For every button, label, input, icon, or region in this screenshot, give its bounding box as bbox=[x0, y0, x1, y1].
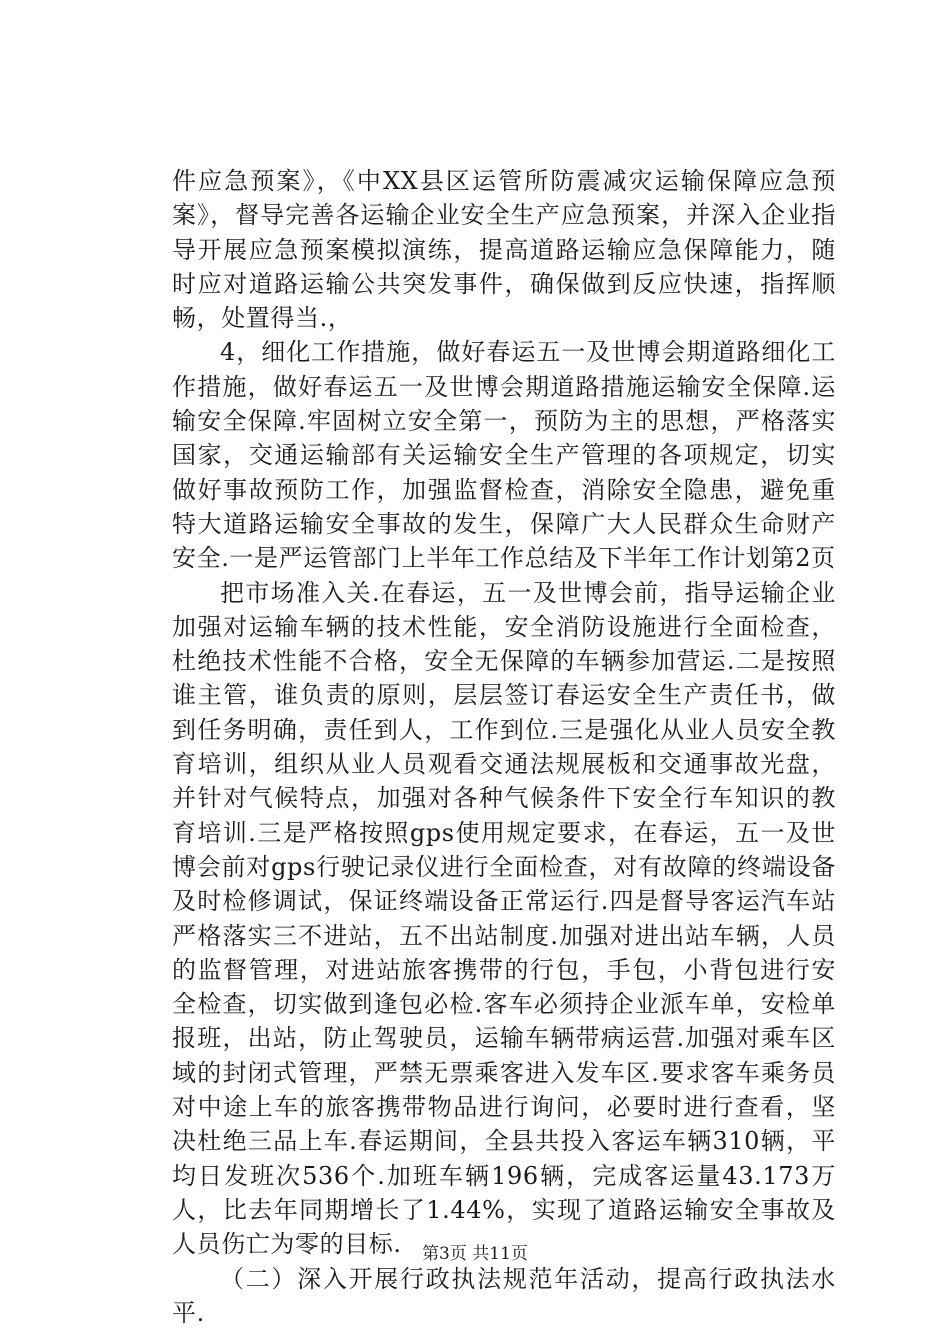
document-body bbox=[172, 164, 836, 1330]
paragraph-4: （二）深入开展行政执法规范年活动，提高行政执法水平. bbox=[172, 1264, 836, 1327]
paragraph-3: 把市场准入关.在春运，五一及世博会前，指导运输企业加强对运输车辆的技术性能，安全消防设施进行全面检查，杜绝技术性能不合格，安全无保障的车辆参加营运.二是按照谁主管，谁负责的原则，层层签订春运安全生产责任书，做到任务明确，责任到人，工作到位.三是强化从业人员安全教育培训，组织从业人员观看交通法规展板和交通事故光盘，并针对气候特点，加强对各种气候条件下安全行车知识的教育培训.三是严格按照gps使用规定要求，在春运，五一及世博会前对gps行驶记录仪进行全面检查，对有故障的终端设备及时检修调试，保证终端设备正常运行.四是督导客运汽车站严格落实三不进站，五不出站制度.加强对进出站车辆，人员的监督管理，对进站旅客携带的行包，手包，小背包进行安全检查，切实做到逢包必检.客车必须持企业派车单，安检单报班，出站，防止驾驶员，运输车辆带病运营.加强对乘车区域的封闭式管理，严禁无票乘客进入发车区.要求客车乘务员对中途上车的旅客携带物品进行询问，必要时进行查看，坚决杜绝三品上车.春运期间，全县共投入客运车辆310辆，平均日发班次536个.加班车辆196辆，完成客运量43.173万人，比去年同期增长了1.44%，实现了道路运输安全事故及人员伤亡为零的目标. bbox=[172, 578, 836, 1259]
paragraph-1: 件应急预案》，《中XX县区运管所防震减灾运输保障应急预案》，督导完善各运输企业安全生产应急预案，并深入企业指导开展应急预案模拟演练，提高道路运输应急保障能力，随时应对道路运输公共突发事件，确保做到反应快速，指挥顺畅，处置得当.， bbox=[172, 167, 836, 333]
page-footer: 第3页 共11页 bbox=[422, 1244, 528, 1264]
paragraph-2: 4，细化工作措施，做好春运五一及世博会期道路细化工作措施，做好春运五一及世博会期道路措施运输安全保障.运输安全保障.牢固树立安全第一，预防为主的思想，严格落实国家，交通运输部有关运输安全生产管理的各项规定，切实做好事故预防工作，加强监督检查，消除安全隐患，避免重特大道路运输安全事故的发生，保障广大人民群众生命财产安全.一是严运管部门上半年工作总结及下半年工作计划第2页 bbox=[172, 338, 836, 573]
